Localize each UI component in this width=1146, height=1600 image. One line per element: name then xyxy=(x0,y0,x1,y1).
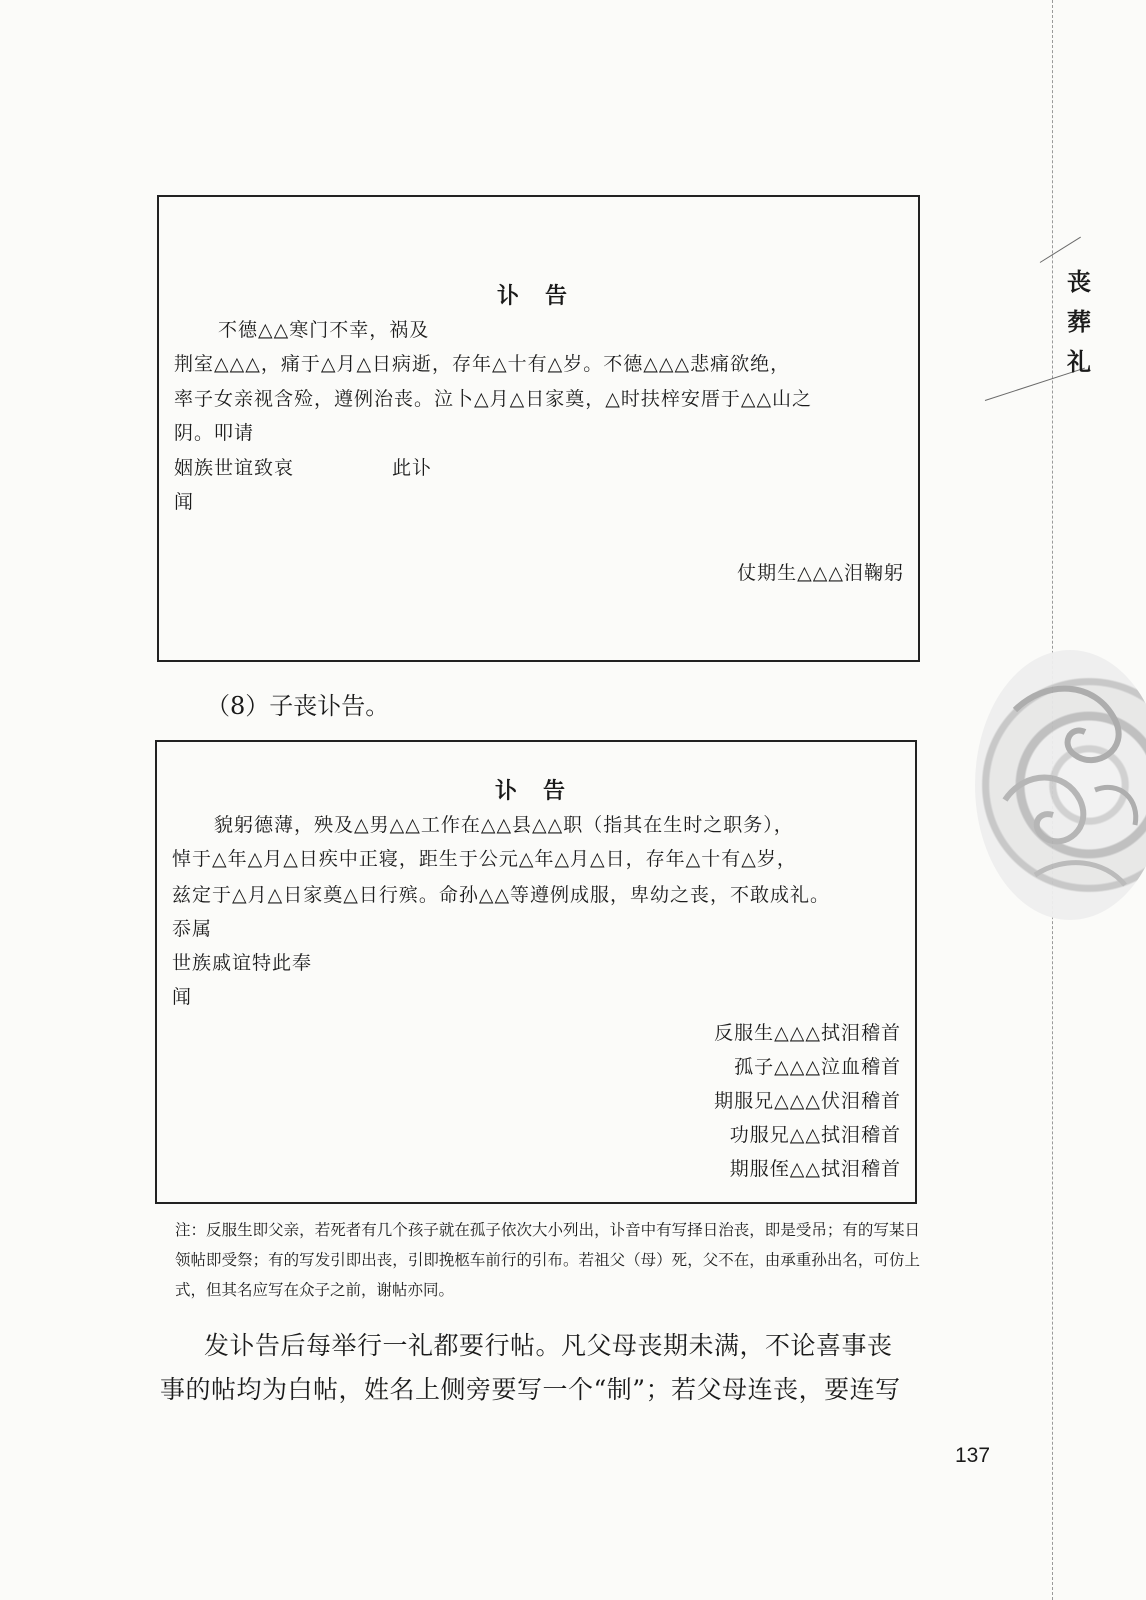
notice-signature: 孤子△△△泣血稽首 xyxy=(734,1056,901,1078)
side-title-char: 礼 xyxy=(1067,347,1091,376)
decorative-medallion xyxy=(975,650,1146,920)
section-caption: （8）子丧讣告。 xyxy=(206,692,390,720)
notice-signature: 期服侄△△拭泪稽首 xyxy=(729,1158,901,1180)
footnote: 注：反服生即父亲，若死者有几个孩子就在孤子依次大小列出，讣音中有写择日治丧，即是受吊；有的写某日领帖即受祭；有的写发引即出丧，引即挽柩车前行的引布。若祖父（母）死，父不在，由承重孙出名，可仿上式，但其名应写在众子之前，谢帖亦同。 xyxy=(175,1221,920,1299)
notice-line: 忝属 xyxy=(172,918,213,940)
notice-line: 貌躬德薄，殃及△男△△工作在△△县△△职（指其在生时之职务）， xyxy=(214,814,794,836)
notice-signature: 反服生△△△拭泪稽首 xyxy=(714,1022,901,1044)
notice-line: 阴。叩请 xyxy=(174,422,255,444)
page-number: 137 xyxy=(955,1444,991,1467)
notice-line: 世族戚谊特此奉 xyxy=(172,952,313,974)
notice-line: 闻 xyxy=(172,986,193,1008)
notice-line: 率子女亲视含殓，遵例治丧。泣卜△月△日家奠，△时扶梓安厝于△△山之 xyxy=(174,388,813,410)
side-title-char: 葬 xyxy=(1067,307,1091,336)
body-line: 发讣告后每举行一礼都要行帖。凡父母丧期未满，不论喜事丧 xyxy=(204,1331,893,1360)
notice-line: 此讣 xyxy=(392,457,433,479)
obituary-notice-box-2 xyxy=(155,740,917,1204)
notice-signature: 期服兄△△△伏泪稽首 xyxy=(714,1090,901,1112)
notice-line: 悼于△年△月△日疾中正寝，距生于公元△年△月△日，存年△十有△岁， xyxy=(172,848,797,870)
notice-line: 姻族世谊致哀 xyxy=(174,457,295,479)
notice-line: 荆室△△△，痛于△月△日病逝，存年△十有△岁。不德△△△悲痛欲绝， xyxy=(174,353,791,375)
side-title-char: 丧 xyxy=(1067,267,1091,296)
notice-signature: 功服兄△△拭泪稽首 xyxy=(729,1124,901,1146)
body-line: 事的帖均为白帖，姓名上侧旁要写一个“制”；若父母连丧，要连写 xyxy=(160,1375,901,1404)
obituary-notice-box-1 xyxy=(157,195,920,662)
notice-signature: 仗期生△△△泪鞠躬 xyxy=(737,562,904,584)
notice-line: 闻 xyxy=(174,491,195,513)
chapter-side-title xyxy=(1062,262,1096,382)
notice-title: 讣 告 xyxy=(495,778,568,804)
margin-slash-top xyxy=(1040,237,1081,263)
notice-title: 讣 告 xyxy=(497,283,570,309)
notice-line: 不德△△寒门不幸，祸及 xyxy=(218,319,430,341)
medallion-pattern-icon xyxy=(975,650,1146,920)
body-paragraph xyxy=(160,1324,920,1412)
notice-line: 兹定于△月△日家奠△日行殡。命孙△△等遵例成服，卑幼之丧，不敢成礼。 xyxy=(172,884,831,906)
